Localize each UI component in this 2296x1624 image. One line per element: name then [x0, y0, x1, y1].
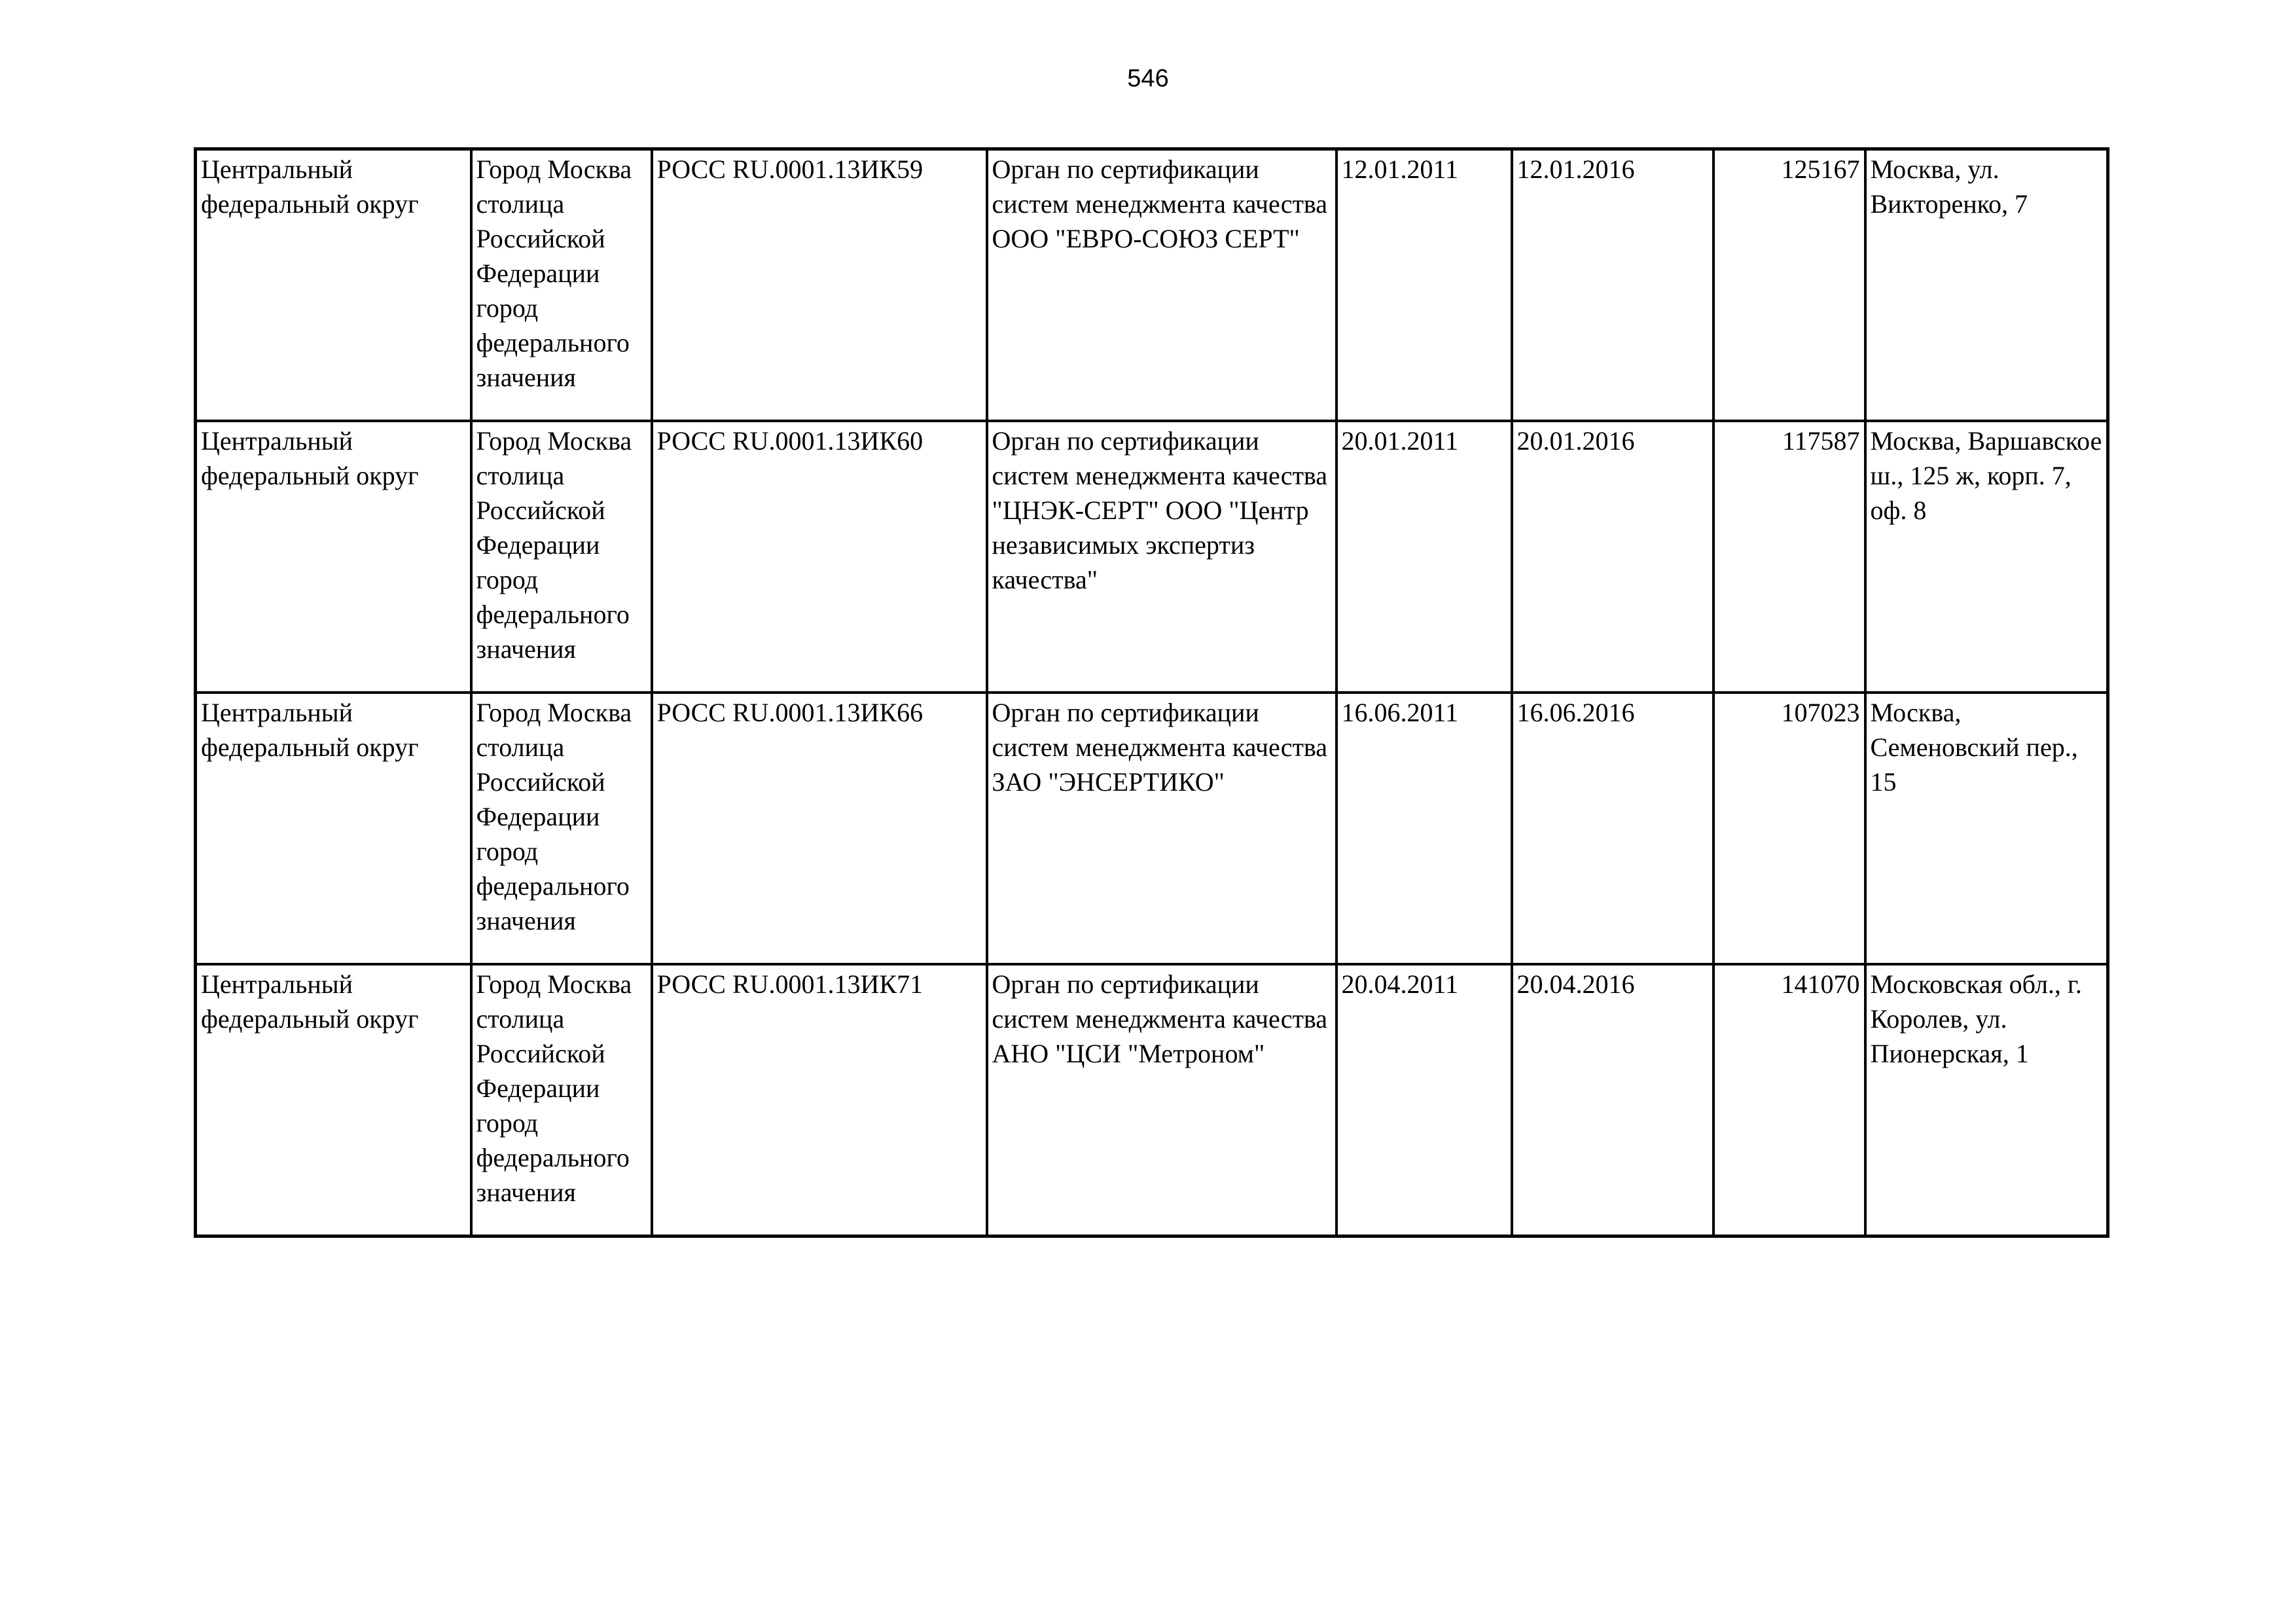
- postcode-cell: 125167: [1713, 149, 1865, 422]
- table-row: [196, 693, 2108, 964]
- region-cell: Город Москва столица Российской Федерации город федерального значения: [471, 964, 652, 1236]
- table-row: [196, 149, 2108, 422]
- address-cell: Москва, ул. Викторенко, 7: [1865, 149, 2108, 422]
- reg-number-cell: РОСС RU.0001.13ИК60: [652, 421, 987, 693]
- date-from-cell: 16.06.2011: [1336, 693, 1512, 964]
- organization-cell: Орган по сертификации систем менеджмента качества ЗАО "ЭНСЕРТИКО": [987, 693, 1336, 964]
- postcode-cell: 107023: [1713, 693, 1865, 964]
- region-cell: Город Москва столица Российской Федерации город федерального значения: [471, 421, 652, 693]
- date-to-cell: 20.01.2016: [1512, 421, 1713, 693]
- reg-number-cell: РОСС RU.0001.13ИК59: [652, 149, 987, 422]
- reg-number-cell: РОСС RU.0001.13ИК71: [652, 964, 987, 1236]
- organization-cell: Орган по сертификации систем менеджмента качества ООО "ЕВРО-СОЮЗ СЕРТ": [987, 149, 1336, 422]
- region-cell: Город Москва столица Российской Федерации город федерального значения: [471, 149, 652, 422]
- organization-cell: Орган по сертификации систем менеджмента качества АНО "ЦСИ "Метроном": [987, 964, 1336, 1236]
- date-from-cell: 12.01.2011: [1336, 149, 1512, 422]
- region-cell: Город Москва столица Российской Федерации город федерального значения: [471, 693, 652, 964]
- postcode-cell: 141070: [1713, 964, 1865, 1236]
- date-to-cell: 16.06.2016: [1512, 693, 1713, 964]
- table-row: [196, 421, 2108, 693]
- date-to-cell: 12.01.2016: [1512, 149, 1713, 422]
- page-number: 546: [1127, 65, 1169, 92]
- date-to-cell: 20.04.2016: [1512, 964, 1713, 1236]
- registry-table: [194, 147, 2109, 1238]
- address-cell: Москва, Семеновский пер., 15: [1865, 693, 2108, 964]
- address-cell: Москва, Варшавское ш., 125 ж, корп. 7, оф. 8: [1865, 421, 2108, 693]
- table-row: [196, 964, 2108, 1236]
- district-cell: Центральный федеральный округ: [196, 693, 471, 964]
- district-cell: Центральный федеральный округ: [196, 421, 471, 693]
- reg-number-cell: РОСС RU.0001.13ИК66: [652, 693, 987, 964]
- district-cell: Центральный федеральный округ: [196, 964, 471, 1236]
- organization-cell: Орган по сертификации систем менеджмента качества "ЦНЭК-СЕРТ" ООО "Центр независимых экспертиз качества": [987, 421, 1336, 693]
- date-from-cell: 20.01.2011: [1336, 421, 1512, 693]
- postcode-cell: 117587: [1713, 421, 1865, 693]
- address-cell: Московская обл., г. Королев, ул. Пионерская, 1: [1865, 964, 2108, 1236]
- date-from-cell: 20.04.2011: [1336, 964, 1512, 1236]
- district-cell: Центральный федеральный округ: [196, 149, 471, 422]
